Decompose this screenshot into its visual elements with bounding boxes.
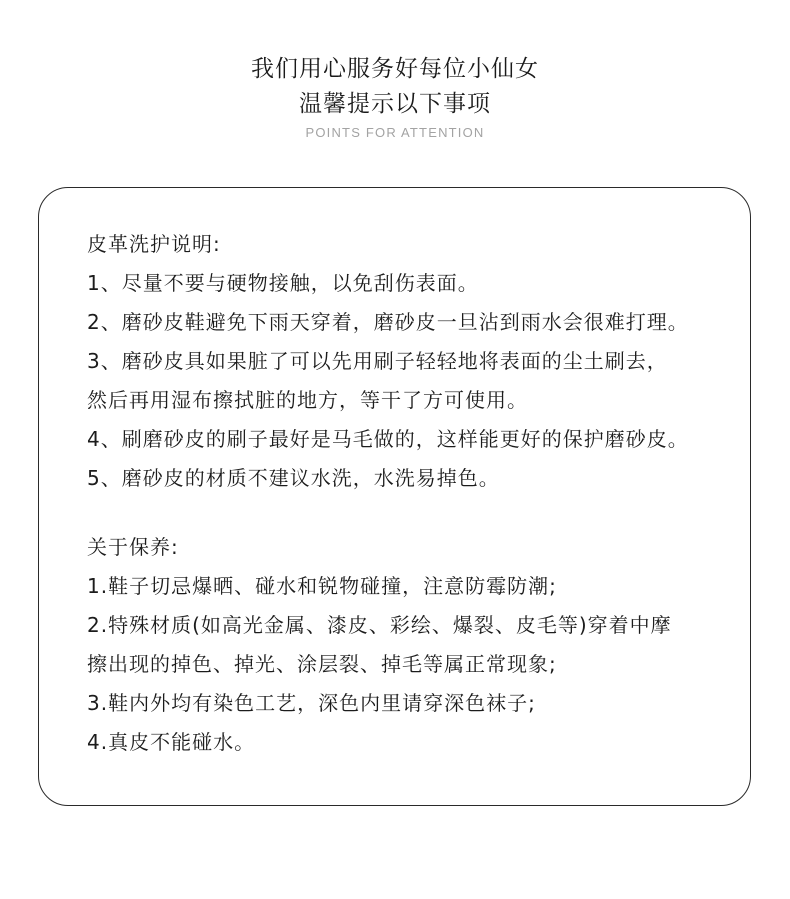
- leather-care-line: 2、磨砂皮鞋避免下雨天穿着，磨砂皮一旦沾到雨水会很难打理。: [87, 310, 689, 334]
- leather-care-heading: 皮革洗护说明:: [87, 232, 221, 256]
- maintenance-heading: 关于保养:: [87, 535, 179, 559]
- maintenance-section: [87, 528, 737, 762]
- maintenance-line: 擦出现的掉色、掉光、涂层裂、掉毛等属正常现象;: [87, 652, 557, 676]
- leather-care-line: 1、尽量不要与硬物接触，以免刮伤表面。: [87, 271, 479, 295]
- notice-box: [38, 187, 751, 806]
- leather-care-line: 5、磨砂皮的材质不建议水洗，水洗易掉色。: [87, 466, 500, 490]
- leather-care-line: 然后再用湿布擦拭脏的地方，等干了方可使用。: [87, 388, 528, 412]
- maintenance-line: 2.特殊材质(如高光金属、漆皮、彩绘、爆裂、皮毛等)穿着中摩: [87, 613, 672, 637]
- english-subtitle: POINTS FOR ATTENTION: [305, 125, 485, 140]
- maintenance-line: 1.鞋子切忌爆晒、碰水和锐物碰撞，注意防霉防潮;: [87, 574, 557, 598]
- leather-care-line: 4、刷磨砂皮的刷子最好是马毛做的，这样能更好的保护磨砂皮。: [87, 427, 689, 451]
- page-title: 我们用心服务好每位小仙女: [251, 56, 539, 82]
- leather-care-line: 3、磨砂皮具如果脏了可以先用刷子轻轻地将表面的尘土刷去，: [87, 349, 668, 373]
- maintenance-line: 4.真皮不能碰水。: [87, 730, 256, 754]
- leather-care-section: [87, 225, 737, 498]
- page-subtitle: 温馨提示以下事项: [299, 91, 491, 117]
- maintenance-line: 3.鞋内外均有染色工艺，深色内里请穿深色袜子;: [87, 691, 536, 715]
